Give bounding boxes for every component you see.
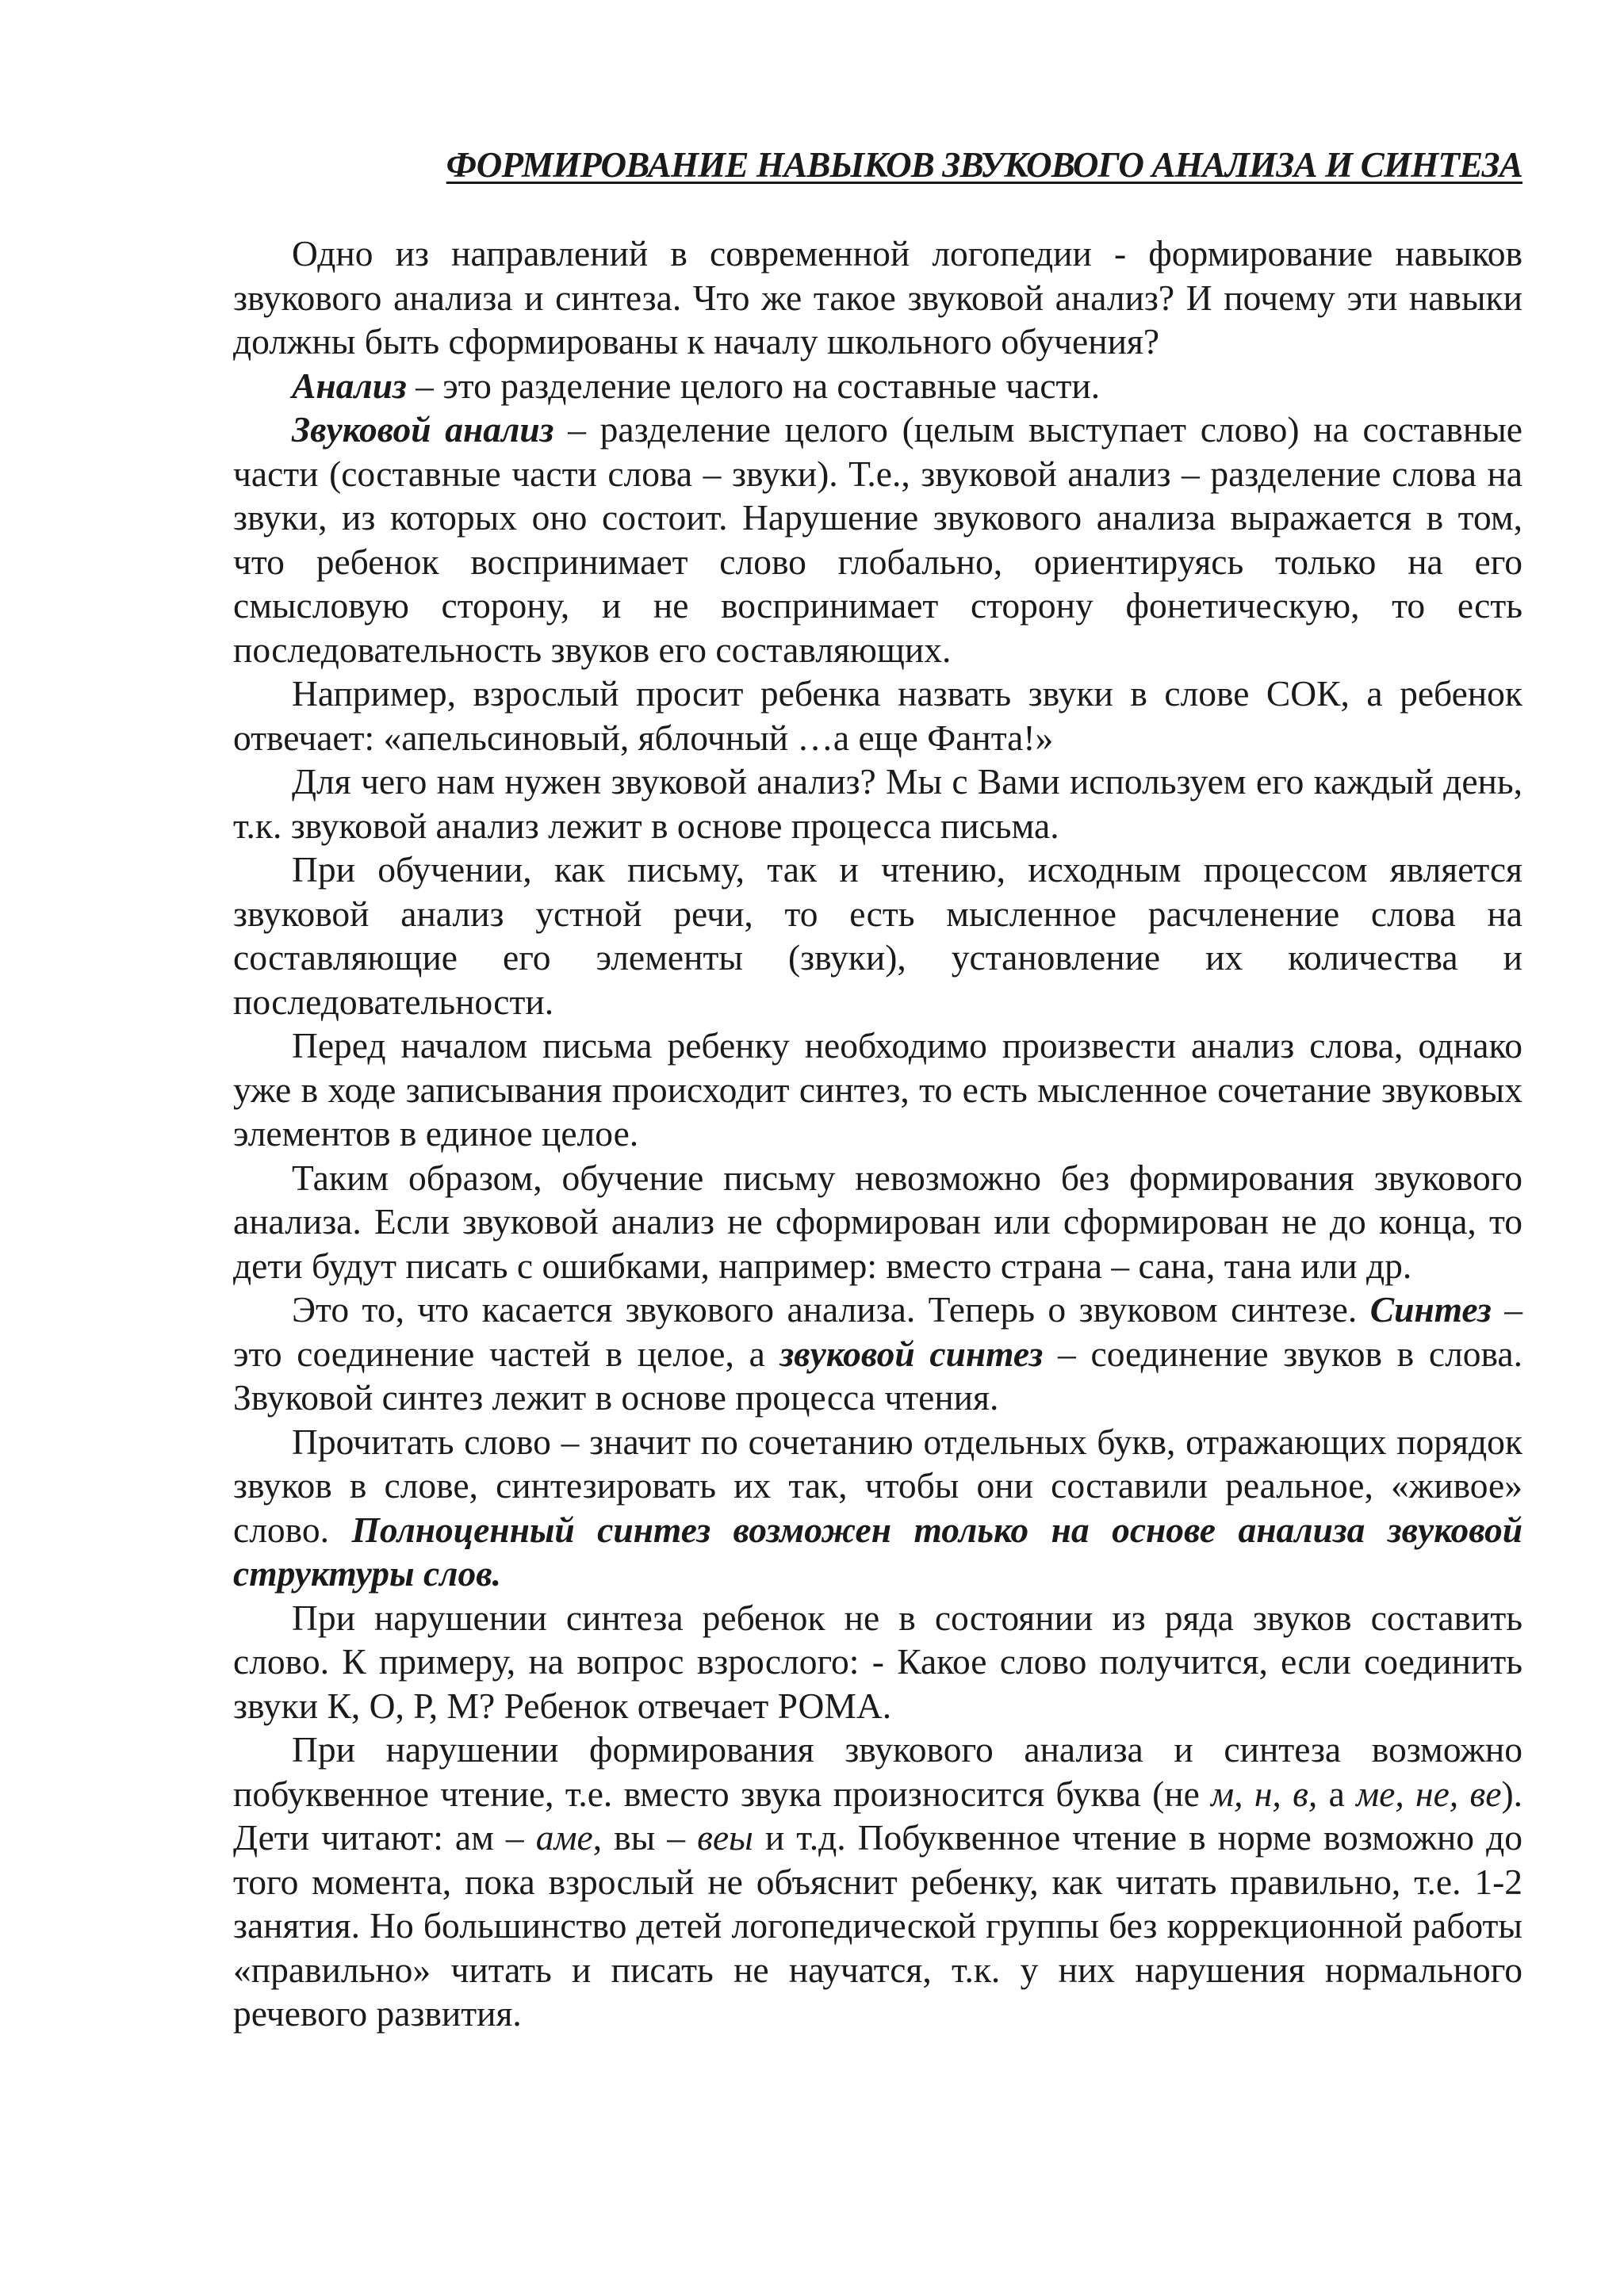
paragraph-letter-by-letter-reading: [233, 1728, 1522, 2036]
paragraph-writing-errors: Таким образом, обучение письму невозможно без формирования звукового анализа. Если звуковой анализ не сформирован или сформирован не до конца, то дети будут писать с ошибками, например: вместо страна – сана, тана или др.: [233, 1157, 1522, 1286]
italic-letters: м, н, в,: [1211, 1773, 1318, 1814]
paragraph-text: При нарушении формирования звукового анализа и синтеза возможно побуквенное чтение, т.е. вместо звука произносится буква (не: [233, 1729, 1522, 1814]
italic-letter-names: ме, не, ве: [1356, 1773, 1502, 1814]
paragraph-reading-word: [233, 1420, 1522, 1596]
paragraph-analysis-definition: [233, 364, 1522, 408]
paragraph-synthesis-definition: [233, 1288, 1522, 1420]
paragraph-text: – соединение звуков в слова. Звуковой синтез лежит в основе процесса чтения.: [233, 1333, 1522, 1418]
term-sound-synthesis: звуковой синтез: [779, 1333, 1044, 1374]
emphasis-full-synthesis: Полноценный синтез возможен только на основе анализа звуковой структуры слов.: [233, 1509, 1523, 1594]
term-sound-analysis: Звуковой анализ: [292, 409, 554, 450]
paragraph-text: – это соединение частей в целое, а: [233, 1289, 1522, 1374]
paragraph-before-writing: Перед началом письма ребенку необходимо произвести анализ слова, однако уже в ходе записывания происходит синтез, то есть мысленное сочетание звуковых элементов в единое целое.: [233, 1025, 1522, 1154]
paragraph-text: – это разделение целого на составные части.: [406, 365, 1101, 406]
paragraph-text: и т.д. Побуквенное чтение в норме возможно до того момента, пока взрослый не объяснит ребенку, как читать правильно, т.е. 1-2 занятия. Но большинство детей логопедической группы без коррекционной работы «правильно» читать и писать не научатся, т.к. у них нарушения нормального речевого развития.: [233, 1817, 1523, 2034]
paragraph-text: – разделение целого (целым выступает слово) на составные части (составные части слова – звуки). Т.е., звуковой анализ – разделение слова на звуки, из которых оно состоит. Нарушение звукового анализа выражается в том, что ребенок воспринимает слово глобально, ориентируясь только на его смысловую сторону, и не воспринимает сторону фонетическую, то есть последовательность звуков его составляющих.: [233, 409, 1522, 670]
paragraph-text: ). Дети читают: ам –: [233, 1773, 1522, 1858]
paragraph-text: Это то, что касается звукового анализа. Теперь о звуковом синтезе.: [292, 1289, 1370, 1330]
paragraph-intro: Одно из направлений в современной логопедии - формирование навыков звукового анализа и синтеза. Что же такое звуковой анализ? И почему эти навыки должны быть сформированы к началу школьного обучения?: [233, 233, 1522, 362]
italic-vey: веы: [697, 1817, 753, 1858]
italic-ame: аме: [535, 1817, 593, 1858]
term-analysis: Анализ: [292, 365, 407, 406]
document-title: ФОРМИРОВАНИЕ НАВЫКОВ ЗВУКОВОГО АНАЛИЗА И СИНТЕЗА: [446, 145, 1522, 185]
paragraph-why-analysis: Для чего нам нужен звуковой анализ? Мы с Вами используем его каждый день, т.к. звуковой анализ лежит в основе процесса письма.: [233, 761, 1522, 846]
paragraph-sound-analysis-definition: [233, 408, 1522, 672]
paragraph-learning-process: При обучении, как письму, так и чтению, исходным процессом является звуковой анализ устной речи, то есть мысленное расчленение слова на составляющие его элементы (звуки), установление их количества и последовательности.: [233, 849, 1522, 1022]
paragraph-text: а: [1317, 1773, 1357, 1814]
paragraph-text: Прочитать слово – значит по сочетанию отдельных букв, отражающих порядок звуков в слове, синтезировать их так, чтобы они составили реальное, «живое» слово.: [233, 1421, 1522, 1550]
paragraph-example-sok: Например, взрослый просит ребенка назвать звуки в слове СОК, а ребенок отвечает: «апельсиновый, яблочный …а еще Фанта!»: [233, 673, 1522, 758]
paragraph-text: , вы –: [592, 1817, 698, 1858]
paragraph-synthesis-disorder: При нарушении синтеза ребенок не в состоянии из ряда звуков составить слово. К примеру, на вопрос взрослого: - Какое слово получится, если соединить звуки К, О, Р, М? Ребенок отвечает РОМА.: [233, 1597, 1522, 1726]
term-synthesis: Синтез: [1369, 1289, 1492, 1330]
document-page: [233, 143, 1522, 2036]
